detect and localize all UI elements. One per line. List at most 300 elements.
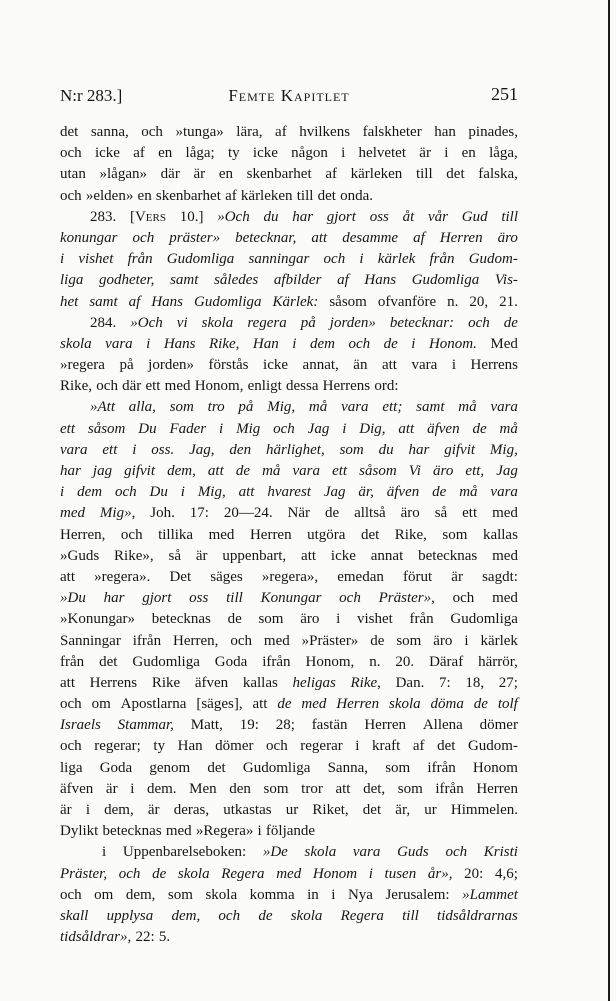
word: och	[118, 865, 141, 882]
word: skola	[60, 335, 92, 352]
word: som	[396, 632, 422, 649]
word: döma	[430, 696, 464, 713]
word: i	[331, 886, 336, 903]
word: Gudomliga	[450, 611, 518, 628]
word: Honom	[472, 759, 518, 776]
word: och	[132, 229, 155, 246]
word: het	[60, 293, 79, 310]
word: annat	[370, 547, 404, 564]
word: utan	[60, 166, 86, 183]
word: skall	[60, 907, 89, 924]
word: som	[385, 759, 411, 776]
word: Matt,	[190, 717, 223, 734]
word: ty	[153, 738, 166, 755]
word: Herren	[439, 229, 483, 246]
word: och	[60, 738, 82, 755]
word: Konungar	[260, 590, 322, 607]
word: gjort	[326, 208, 356, 225]
word: kärleken	[240, 187, 293, 204]
word: godheter,	[99, 272, 155, 289]
word: från	[409, 611, 434, 628]
word: Mig,	[197, 484, 226, 501]
word: 20.	[395, 653, 415, 670]
word: samt	[170, 272, 199, 289]
word: ur	[424, 802, 437, 818]
word: Jag,	[189, 441, 215, 458]
word: »Och	[217, 208, 250, 225]
word: som	[397, 780, 423, 797]
word: skola	[201, 314, 234, 331]
word: 283.	[90, 208, 117, 225]
word: »regera»,	[261, 568, 319, 585]
word: Sanna,	[327, 759, 369, 776]
word: Mig»,	[99, 505, 136, 522]
word: Präster,	[60, 865, 108, 882]
text-line	[60, 588, 518, 609]
word: vara	[105, 335, 133, 352]
word: enligt	[247, 378, 282, 395]
word: med	[165, 823, 192, 840]
word: regera	[247, 314, 287, 331]
word: 21.	[499, 293, 518, 310]
text-line	[60, 864, 518, 885]
word: till	[415, 166, 433, 183]
word: oss.	[151, 441, 175, 458]
word: och	[468, 314, 490, 331]
word: låga;	[185, 145, 215, 162]
scan-edge-line	[608, 0, 610, 1001]
word: Rike	[151, 674, 181, 691]
word: Uppenbarelseboken:	[122, 844, 247, 861]
text-line	[60, 758, 518, 779]
word: jorden»	[329, 314, 376, 331]
word: där	[122, 378, 142, 395]
word: är	[419, 145, 431, 162]
word: skenbarhet	[246, 166, 312, 183]
word: till	[402, 907, 419, 924]
word: kärlek	[480, 632, 518, 649]
word: vara	[292, 463, 320, 479]
word: falskheter	[362, 124, 422, 140]
word: år»,	[427, 865, 453, 882]
word: sanna,	[90, 124, 129, 140]
word: betecknas	[102, 823, 162, 840]
word: äro	[433, 463, 454, 479]
text-line	[60, 249, 518, 270]
word: dem,	[125, 886, 156, 903]
word: i	[60, 251, 65, 268]
word: Rike,	[60, 378, 93, 395]
word: »lågan»	[99, 166, 147, 183]
word: de	[432, 484, 447, 501]
word: en	[158, 145, 173, 162]
word: 284.	[90, 314, 117, 331]
word: »Att	[90, 399, 115, 416]
word: icke	[252, 145, 278, 162]
word: utkastas	[223, 802, 272, 818]
word: dem,	[171, 907, 201, 924]
word: dem	[77, 484, 103, 501]
word: helvetet	[358, 145, 407, 162]
text-line	[60, 143, 518, 164]
word: från	[127, 251, 153, 268]
word: i	[368, 865, 373, 882]
word: tror	[301, 780, 323, 797]
word: äro	[497, 229, 518, 246]
word: betecknas	[151, 611, 211, 628]
word: och	[60, 696, 82, 713]
word: tusen	[384, 865, 417, 882]
word: hvarest	[267, 484, 311, 501]
word: i	[444, 145, 449, 162]
word: sagdt:	[482, 568, 518, 585]
text-line	[60, 122, 518, 143]
word: må	[459, 484, 478, 501]
word: förut	[403, 568, 433, 585]
word: Hans	[163, 335, 196, 352]
word: som	[442, 526, 468, 543]
text-line	[60, 270, 518, 291]
word: de	[370, 632, 385, 649]
word: ett	[145, 378, 161, 395]
word: skola	[177, 865, 210, 882]
word: ett	[462, 505, 478, 522]
word: de	[152, 865, 167, 882]
word: tidsåldrar»,	[60, 929, 132, 946]
word: som	[339, 441, 364, 458]
word: att	[60, 568, 75, 585]
text-line	[60, 652, 518, 673]
word: Nya	[347, 886, 373, 903]
word: är	[60, 802, 72, 818]
word: och	[60, 886, 82, 903]
word: och	[120, 526, 143, 543]
word: af	[413, 229, 425, 246]
word: icke	[94, 145, 120, 162]
word: i	[102, 844, 107, 861]
word: Stammar,	[117, 717, 174, 734]
word: och	[218, 907, 241, 924]
word: ifrån	[435, 780, 464, 797]
word: och	[339, 590, 361, 607]
word: deras,	[173, 802, 210, 818]
word: ifrån	[262, 653, 291, 670]
word: fastän	[311, 717, 348, 734]
word: vara	[411, 357, 438, 374]
text-line	[60, 736, 518, 757]
word: samt	[89, 293, 118, 310]
word: har	[408, 441, 430, 458]
word: i	[130, 780, 135, 797]
word: uppenbart,	[222, 547, 287, 564]
word: är,	[395, 802, 411, 818]
word: dömer	[479, 717, 518, 734]
word: kallas	[482, 526, 518, 543]
text-line	[60, 503, 518, 524]
word: i	[60, 484, 65, 501]
word: den	[229, 441, 252, 458]
word: om	[94, 886, 114, 903]
word: Jag	[323, 484, 346, 501]
word: att	[311, 229, 328, 246]
word: ord:	[374, 378, 399, 395]
word: Rike»,	[114, 547, 154, 564]
word: Hans	[364, 272, 397, 289]
word: de	[258, 907, 273, 924]
word: du	[378, 441, 394, 458]
word: »Och	[130, 314, 163, 331]
word: och	[452, 590, 475, 607]
word: oss	[369, 208, 389, 225]
word: härlighet,	[265, 441, 325, 458]
word: du	[263, 208, 279, 225]
word: och	[96, 378, 118, 395]
body-text	[60, 122, 518, 948]
word: på	[119, 357, 134, 374]
word: 20,	[469, 293, 489, 310]
word: på	[300, 314, 316, 331]
word: gjort	[142, 590, 172, 607]
word: Mig	[236, 420, 261, 437]
word: »Guds	[60, 547, 100, 564]
word: Apostlarna	[120, 696, 187, 713]
word: såsom	[359, 463, 397, 479]
word: Rike,	[394, 526, 427, 543]
word: i	[342, 420, 347, 437]
word: af	[225, 187, 237, 204]
word: icke	[263, 357, 289, 374]
word: »elden»	[85, 187, 134, 204]
word: vår	[428, 208, 449, 225]
word: de	[324, 505, 340, 522]
word: af	[275, 124, 287, 140]
word: dem.	[146, 780, 177, 797]
word: att	[238, 484, 255, 501]
word: [Vers	[129, 208, 166, 225]
word: i	[355, 738, 360, 755]
text-line	[60, 715, 518, 736]
word: så	[168, 547, 182, 564]
word: det	[60, 124, 79, 140]
word: gifvit	[444, 441, 476, 458]
word: är	[147, 802, 160, 818]
word: Herren,	[60, 526, 106, 543]
page-number: 251	[491, 84, 518, 104]
word: må	[499, 420, 518, 437]
word: Joh.	[150, 505, 175, 522]
word: äro	[300, 611, 320, 628]
word: äro	[400, 505, 420, 522]
word: Han	[177, 738, 203, 755]
word: som	[258, 611, 284, 628]
word: tro	[207, 399, 225, 416]
word: 18,	[465, 674, 485, 691]
word: 28;	[275, 717, 295, 734]
word: äfven	[194, 674, 229, 691]
word: in	[307, 886, 319, 903]
word: 7:	[439, 674, 451, 691]
text-line	[60, 334, 518, 355]
word: Mig,	[489, 441, 518, 458]
text-line	[60, 821, 518, 842]
text-line	[60, 609, 518, 630]
word: vara	[352, 844, 381, 861]
word: att	[207, 463, 224, 479]
word: det	[317, 187, 336, 204]
word: det	[437, 738, 456, 755]
word: ur	[285, 802, 299, 818]
word: Goda	[99, 759, 133, 776]
text-line	[60, 779, 518, 800]
word: ifrån	[132, 632, 162, 649]
word: Kärlek:	[272, 293, 319, 310]
word: »Lammet	[462, 886, 518, 903]
text-line	[60, 906, 518, 927]
word: och	[60, 145, 82, 162]
word: komma	[249, 886, 295, 903]
word: och	[348, 335, 371, 352]
word: den	[229, 780, 251, 797]
word: Dylikt	[60, 823, 99, 840]
word: »De	[262, 844, 288, 861]
word: Goda	[214, 653, 248, 670]
word: är	[195, 547, 208, 564]
word: de	[472, 420, 487, 437]
word: tidsåldrarnas	[437, 907, 518, 924]
word: konungar	[60, 229, 118, 246]
word: n.	[447, 293, 459, 310]
running-header	[60, 86, 518, 110]
word: i	[336, 611, 341, 628]
word: Guds	[397, 844, 429, 861]
word: äfven	[427, 420, 460, 437]
word: falska,	[478, 166, 518, 183]
text-line	[60, 376, 518, 397]
word: skenbarhet	[155, 187, 221, 204]
word: i	[85, 802, 90, 818]
word: Kristi	[483, 844, 518, 861]
word: som	[167, 886, 193, 903]
word: regerar	[300, 738, 343, 755]
word: Gudomliga	[132, 653, 200, 670]
text-line	[60, 631, 518, 652]
word: åt	[402, 208, 415, 225]
word: och	[266, 738, 288, 755]
chapter-title: Femte Kapitlet	[228, 86, 350, 105]
word: Gud	[461, 208, 488, 225]
word: dömer	[215, 738, 254, 755]
word: med	[263, 632, 290, 649]
word: hvilkens	[299, 124, 351, 140]
word: 19:	[239, 717, 259, 734]
word: såsom	[329, 293, 367, 310]
word: präster»	[169, 229, 221, 246]
word: kallas	[242, 674, 278, 691]
word: Regera	[221, 865, 265, 882]
word: 4,6;	[494, 865, 518, 882]
word: Mig,	[267, 399, 296, 416]
word: det,	[363, 780, 386, 797]
word: Jag	[307, 420, 330, 437]
word: i	[411, 335, 416, 352]
word: »Du	[60, 590, 86, 607]
word: och	[323, 251, 346, 268]
word: af	[337, 272, 349, 289]
word: i	[292, 335, 297, 352]
word: med	[276, 865, 302, 882]
word: och	[114, 484, 137, 501]
word: skola	[290, 907, 323, 924]
word: skola	[205, 886, 238, 903]
word: lära,	[236, 124, 263, 140]
word: de	[235, 463, 250, 479]
word: han	[434, 124, 456, 140]
word: Gudomliga	[166, 251, 235, 268]
word: till	[226, 590, 243, 607]
word: oss	[189, 590, 209, 607]
text-line	[60, 461, 518, 482]
word: de	[503, 314, 518, 331]
word: således	[214, 272, 259, 289]
word: i	[257, 823, 262, 840]
word: vara	[60, 441, 88, 458]
word: Vi	[408, 463, 421, 479]
word: Herrens	[89, 674, 138, 691]
word: Rike,	[350, 674, 381, 691]
word: betecknas	[418, 547, 478, 564]
word: att	[381, 357, 397, 374]
word: är	[105, 780, 118, 797]
word: så	[434, 505, 448, 522]
word: följande	[265, 823, 316, 840]
word: att	[335, 780, 351, 797]
word: heligas	[292, 674, 336, 691]
word: ofvanföre	[377, 293, 437, 310]
word: de	[473, 696, 488, 713]
word: 10.]	[179, 208, 204, 225]
word: Präster»,	[378, 590, 435, 607]
word: Honom,	[305, 653, 355, 670]
word: på	[238, 399, 254, 416]
word: »regera».	[94, 568, 151, 585]
word: När	[287, 505, 311, 522]
word: Du	[149, 484, 168, 501]
word: genom	[149, 759, 191, 776]
text-line	[60, 800, 518, 821]
word: med	[492, 505, 518, 522]
word: Fader	[169, 420, 207, 437]
text-line	[60, 673, 518, 694]
word: ett	[332, 463, 348, 479]
word: Herrens	[470, 357, 518, 374]
word: i	[146, 335, 151, 352]
word: om	[91, 696, 111, 713]
word: betecknar:	[389, 314, 455, 331]
word: upplysa	[106, 907, 154, 924]
word: liga	[60, 759, 83, 776]
word: Gudom-	[468, 251, 518, 268]
word: att	[252, 696, 268, 713]
word: tolf	[497, 696, 518, 713]
word: ty	[227, 145, 240, 162]
word: regerar;	[94, 738, 141, 755]
word: 20—24.	[223, 505, 273, 522]
word: Sanningar	[60, 632, 121, 649]
word: »Präster»	[301, 632, 359, 649]
word: jorden»	[148, 357, 194, 374]
word: utgöra	[307, 526, 346, 543]
word: må	[308, 399, 328, 416]
